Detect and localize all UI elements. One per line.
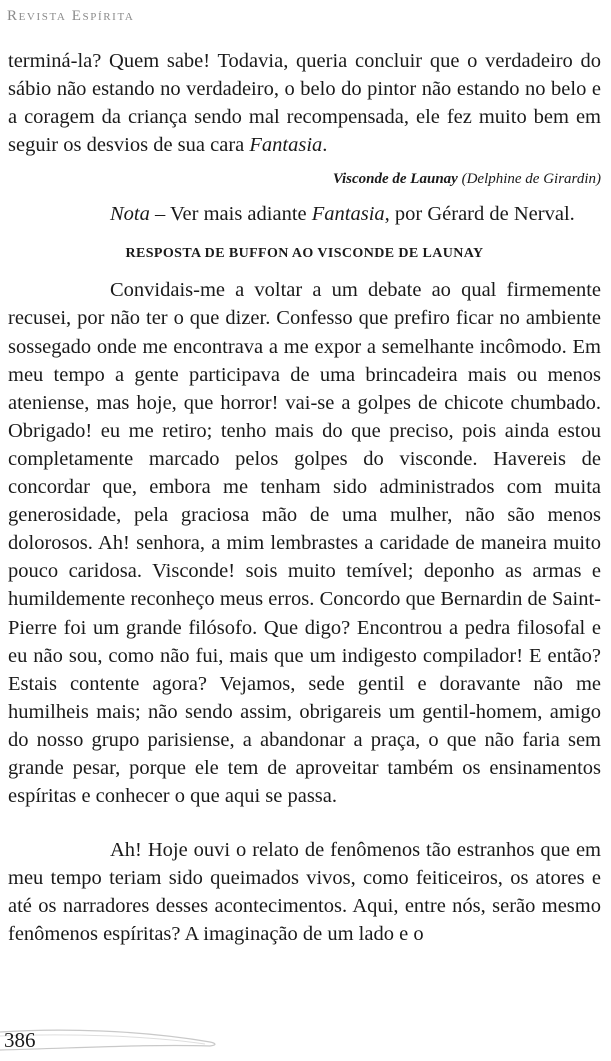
note-label: Nota xyxy=(110,203,150,226)
signature-name: Visconde de Launay xyxy=(332,171,458,188)
section-title: RESPOSTA DE BUFFON AO VISCONDE DE LAUNAY xyxy=(125,246,484,262)
note-rest: , por Gérard de Nerval. xyxy=(384,203,575,226)
paragraph-end: . xyxy=(322,134,328,157)
note-emphasis: Fantasia xyxy=(311,203,385,226)
page-number: 386 xyxy=(4,1028,36,1052)
signature xyxy=(8,171,601,188)
emphasis-fantasia: Fantasia xyxy=(249,134,323,157)
page-body xyxy=(8,47,601,949)
paragraph-text: terminá-la? Quem sabe! Todavia, queria concluir que o verdadeiro do sábio não estando no verdadeiro, o belo do pintor não estando no belo e a coragem da criança sendo mal recompensada, ele fez muito bem em seguir os desvios de sua cara xyxy=(8,50,601,157)
note-text: – Ver mais adiante xyxy=(149,203,312,226)
paragraph-phenomena: Ah! Hoje ouvi o relato de fenômenos tão estranhos que em meu tempo teriam sido queimados vivos, como feiticeiros, os atores e até os narradores desses acontecimentos. Aqui, entre nós, serão mesmo fenômenos espíritas? A imaginação de um lado e o xyxy=(8,839,601,946)
note xyxy=(8,200,601,228)
signature-alias: (Delphine de Girardin) xyxy=(461,171,601,188)
paragraph-buffon-reply: Convidais-me a voltar a um debate ao qual firmemente recusei, por não ter o que dizer. Confesso que prefiro ficar no ambiente sossegado onde me encontrava a me expor a semelhante incômodo. Em meu tempo a gente participava de uma brincadeira mais ou menos ateniense, mas hoje, que horror! vai-se a golpes de chicote chumbado. Obrigado! eu me retiro; tenho mais do que preciso, pois ainda estou completamente marcado pelos golpes do visconde. Havereis de concordar que, embora me tenham sido administrados com muita generosidade, pela graciosa mão de uma mulher, não são menos dolorosos. Ah! senhora, a mim lembrastes a caridade de maneira muito pouco caridosa. Visconde! sois muito temível; deponho as armas e humildemente reconheço meus erros. Concordo que Bernardin de Saint-Pierre foi um grande filósofo. Que digo? Encontrou a pedra filosofal e eu não sou, como não fui, mais que um indigesto compilador! E então? Estais contente agora? Vejamos, sede gentil e doravante não me humilheis mais; não sendo assim, obrigareis um gentil-homem, amigo do nosso grupo parisiense, a abandonar a praça, o que não faria sem grande pesar, porque ele tem de aproveitar também os ensinamentos espíritas e conhecer o que aqui se passa. xyxy=(8,279,601,808)
paragraph-continuation xyxy=(8,47,601,159)
running-header: Revista Espírita xyxy=(7,8,135,24)
